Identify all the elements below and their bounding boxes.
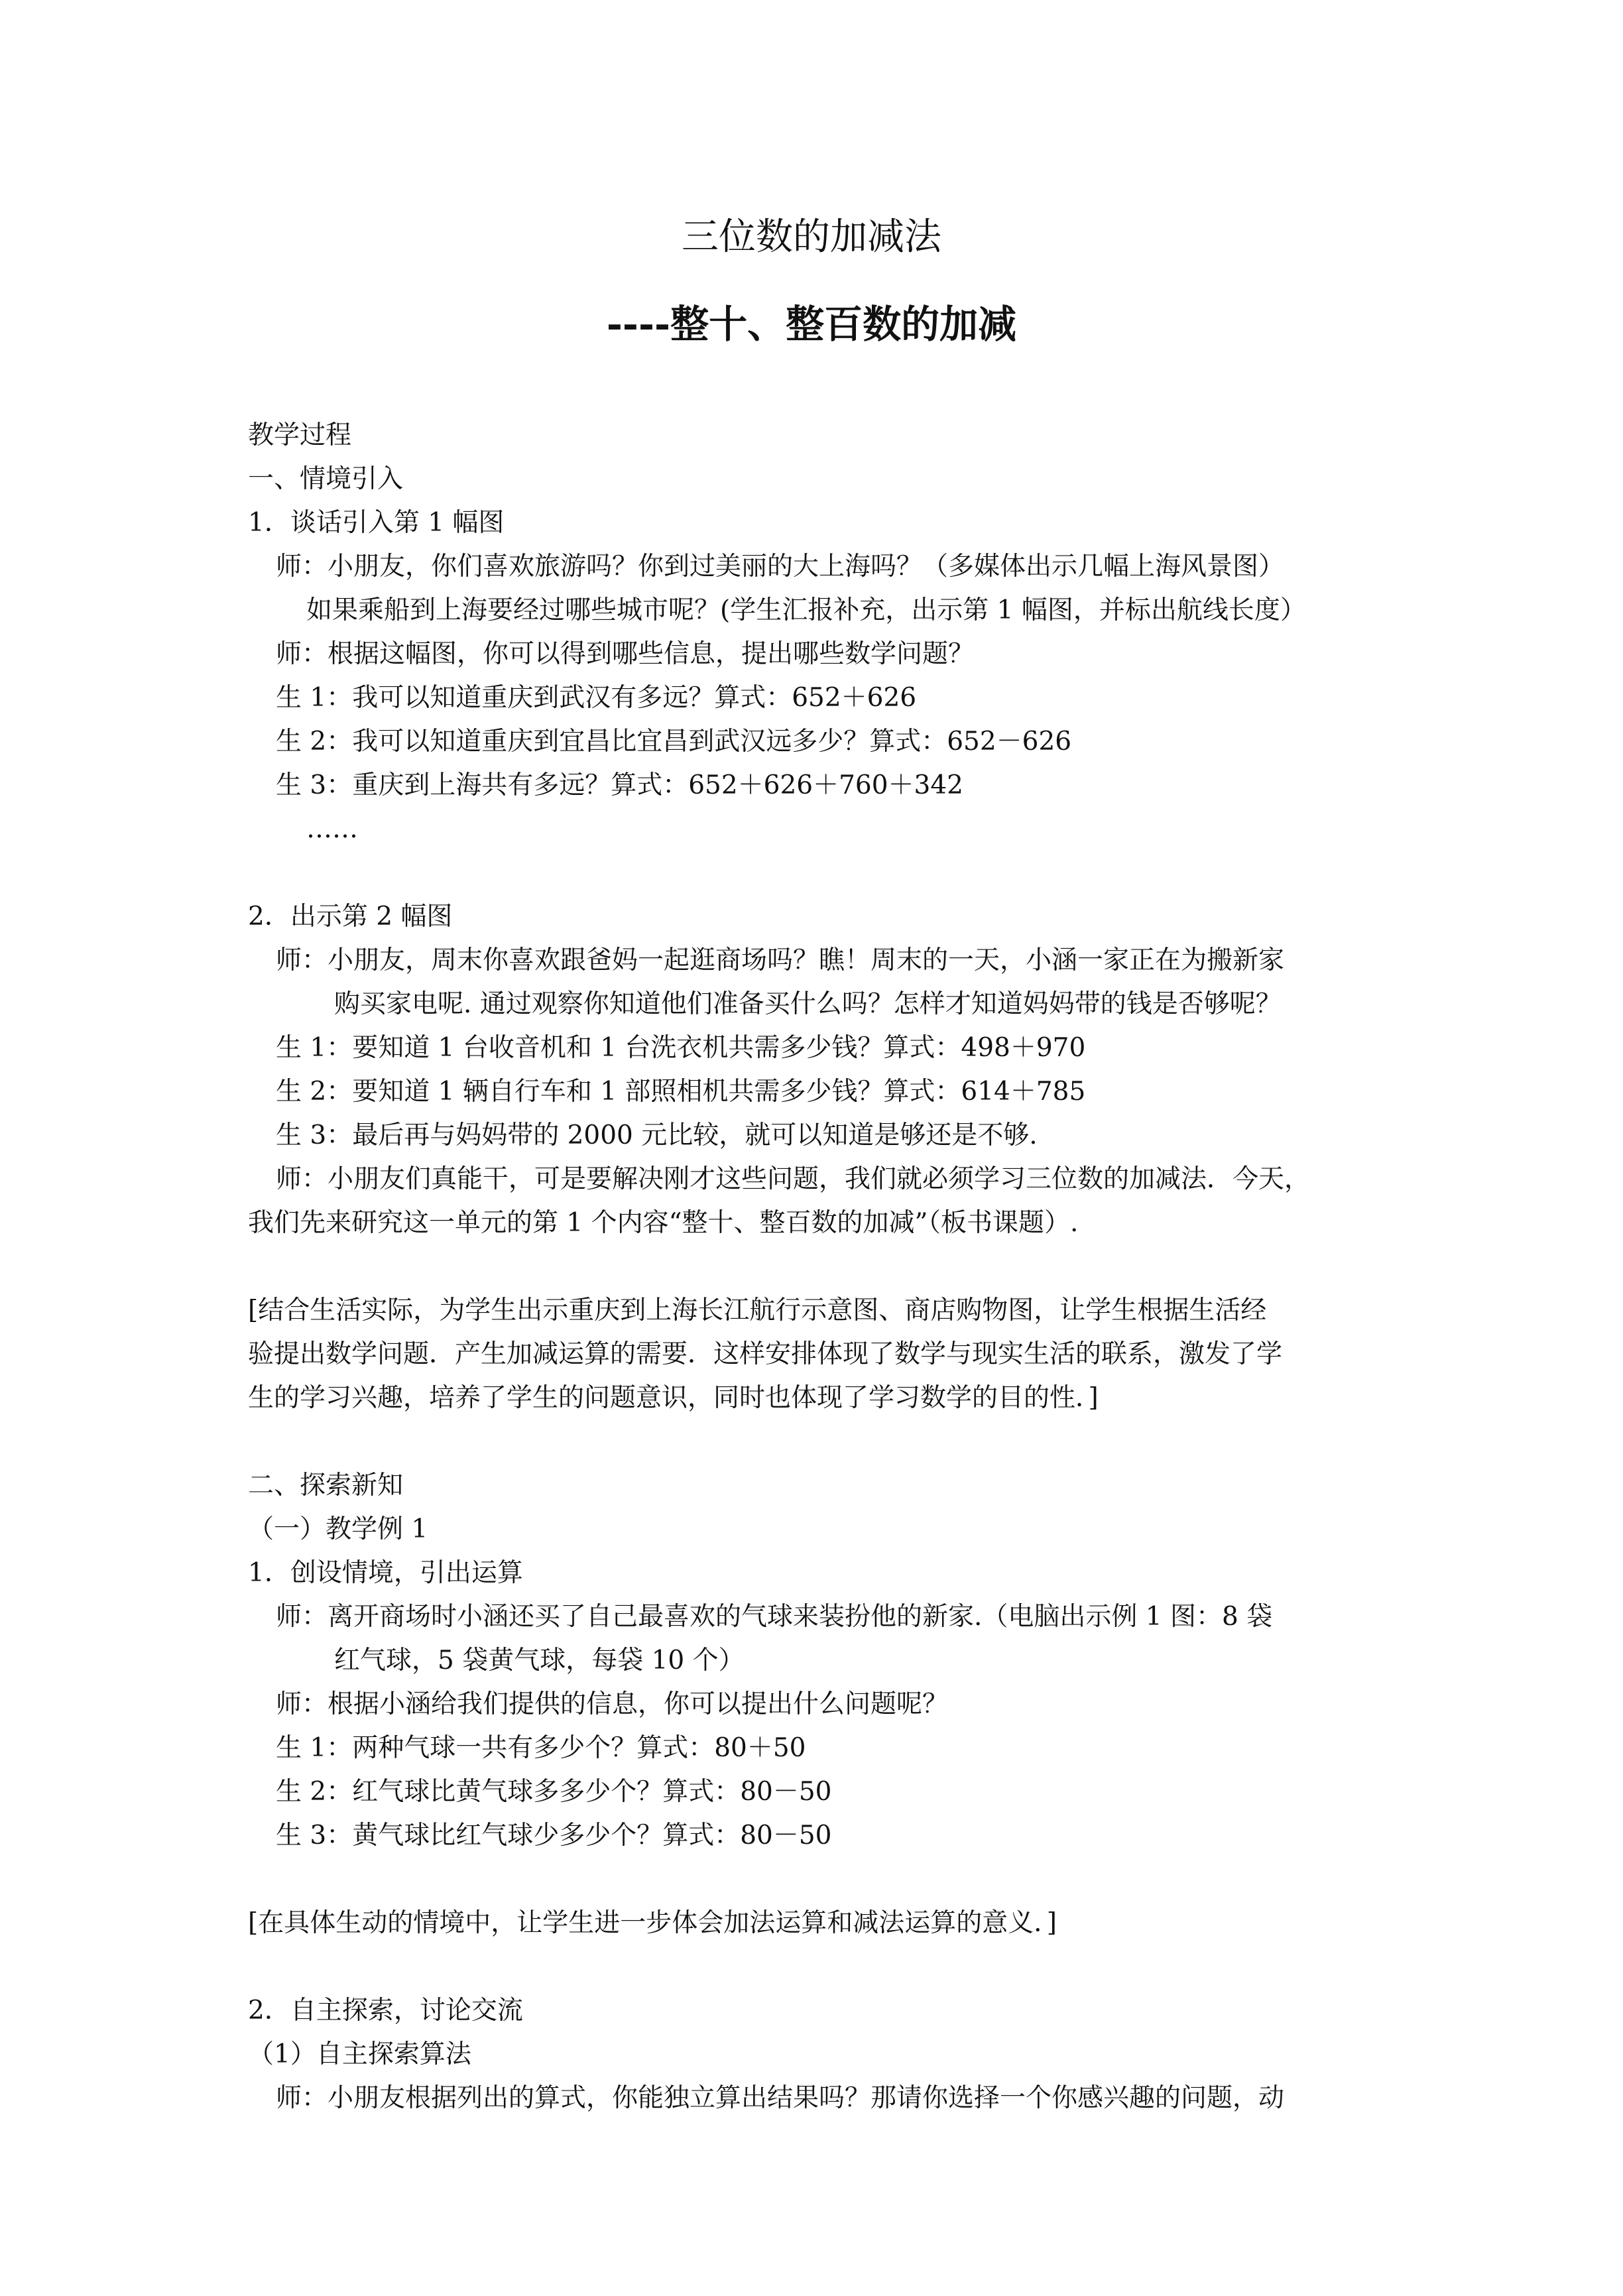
- step-heading: 2．自主探索，讨论交流: [248, 1996, 523, 2025]
- dialogue-line: 购买家电呢. 通过观察你知道他们准备买什么吗？怎样才知道妈妈带的钱是否够呢？: [334, 989, 1282, 1019]
- dialogue-line: 我们先来研究这一单元的第 1 个内容“整十、整百数的加减”（板书课题）.: [248, 1208, 1079, 1238]
- dialogue-line: 生 2：要知道 1 辆自行车和 1 部照相机共需多少钱？算式：614＋785: [276, 1077, 1086, 1107]
- page-subtitle: ----整十、整百数的加减: [606, 302, 1017, 347]
- sub-heading: （1）自主探索算法: [248, 2039, 471, 2069]
- step-heading: 1．创设情境，引出运算: [248, 1558, 523, 1588]
- ellipsis: ……: [306, 814, 358, 844]
- dialogue-line: 师：小朋友，你们喜欢旅游吗？你到过美丽的大上海吗？（多媒体出示几幅上海风景图）: [276, 552, 1285, 581]
- commentary-line: 验提出数学问题．产生加减运算的需要．这样安排体现了数学与现实生活的联系，激发了学: [248, 1339, 1283, 1369]
- section-heading: 一、情境引入: [248, 464, 404, 494]
- commentary-line: 生的学习兴趣，培养了学生的问题意识，同时也体现了学习数学的目的性．]: [248, 1383, 1099, 1413]
- section-label: 教学过程: [248, 420, 352, 450]
- dialogue-line: 生 1：要知道 1 台收音机和 1 台洗衣机共需多少钱？算式：498＋970: [276, 1033, 1086, 1063]
- dialogue-line: 生 3：黄气球比红气球少多少个？算式：80－50: [276, 1821, 832, 1850]
- step-heading: 2．出示第 2 幅图: [248, 902, 453, 932]
- document-body: [248, 414, 1392, 2120]
- dialogue-line: 生 1：两种气球一共有多少个？算式：80＋50: [276, 1733, 806, 1763]
- dialogue-line: 生 1：我可以知道重庆到武汉有多远？算式：652＋626: [276, 683, 917, 713]
- dialogue-line: 红气球，5 袋黄气球，每袋 10 个）: [334, 1646, 745, 1675]
- section-heading: 二、探索新知: [248, 1471, 404, 1500]
- page-title: 三位数的加减法: [682, 215, 941, 259]
- dialogue-line: 师：小朋友根据列出的算式，你能独立算出结果吗？那请你选择一个你感兴趣的问题，动: [276, 2083, 1285, 2113]
- commentary-line: [在具体生动的情境中，让学生进一步体会加法运算和减法运算的意义．]: [248, 1908, 1057, 1938]
- dialogue-line: 生 2：我可以知道重庆到宜昌比宜昌到武汉远多少？算式：652－626: [276, 727, 1072, 756]
- dialogue-line: 师：小朋友，周末你喜欢跟爸妈一起逛商场吗？瞧！周末的一天，小涵一家正在为搬新家: [276, 945, 1285, 975]
- dialogue-line: 师：离开商场时小涵还买了自己最喜欢的气球来装扮他的新家.（电脑出示例 1 图：8 袋: [276, 1602, 1273, 1632]
- dialogue-line: 生 3：重庆到上海共有多远？算式：652＋626＋760＋342: [276, 770, 963, 800]
- sub-heading: （一）教学例 1: [248, 1514, 428, 1544]
- dialogue-line: 生 3：最后再与妈妈带的 2000 元比较，就可以知道是够还是不够.: [276, 1120, 1038, 1150]
- dialogue-line: 师：根据小涵给我们提供的信息，你可以提出什么问题呢？: [276, 1689, 949, 1719]
- dialogue-line: 生 2：红气球比黄气球多多少个？算式：80－50: [276, 1777, 832, 1807]
- dialogue-line: 师：根据这幅图，你可以得到哪些信息，提出哪些数学问题？: [276, 639, 975, 669]
- dialogue-line: 师：小朋友们真能干，可是要解决刚才这些问题，我们就必须学习三位数的加减法．今天，: [276, 1164, 1311, 1194]
- dialogue-line: 如果乘船到上海要经过哪些城市呢？(学生汇报补充，出示第 1 幅图，并标出航线长度）: [306, 595, 1306, 625]
- commentary-line: [结合生活实际，为学生出示重庆到上海长江航行示意图、商店购物图，让学生根据生活经: [248, 1296, 1267, 1325]
- step-heading: 1．谈话引入第 1 幅图: [248, 508, 505, 538]
